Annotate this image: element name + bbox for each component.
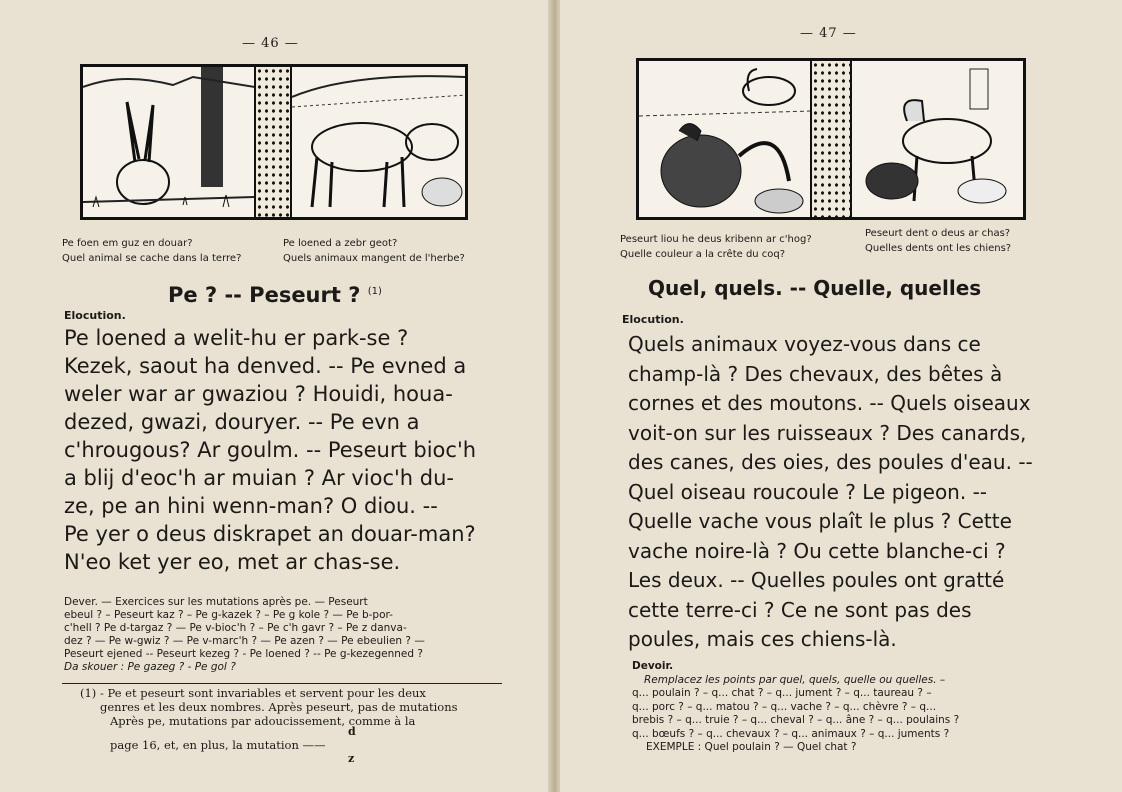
- caption-french: Quel animal se cache dans la terre?: [62, 253, 242, 264]
- caption-breton: Peseurt dent o deus ar chas?: [865, 228, 1011, 239]
- dotted-divider: [811, 60, 851, 218]
- text-line: poules, mais ces chiens-là.: [628, 627, 897, 651]
- exercise-line: q... bœufs ? – q... chevaux ? – q... animaux ? – q... juments ?: [632, 727, 950, 740]
- caption-right: [865, 226, 1011, 256]
- text-line: N'eo ket yer eo, met ar chas-se.: [64, 550, 401, 574]
- exercise-block: [64, 596, 425, 674]
- text-line: cette terre-ci ? Ce ne sont pas des: [628, 597, 972, 622]
- footnote-line: Après pe, mutations par adoucissement, comme à la: [110, 714, 416, 728]
- text-line: Pe yer o deus diskrapet an douar-man?: [64, 522, 476, 546]
- page-number: — 47 —: [800, 26, 857, 41]
- exercise-instruction: Remplacez les points par quel, quels, quelle ou quelles. –: [644, 673, 946, 686]
- text-line: des canes, des oies, des poules d'eau. --: [628, 450, 1033, 474]
- exercise-heading: Devoir.: [632, 660, 674, 672]
- caption-left: [620, 232, 812, 262]
- footnote-line: (1) - Pe et peseurt sont invariables et servent pour les deux: [80, 686, 426, 700]
- text-line: Kezek, saout ha denved. -- Pe evned a: [64, 354, 467, 378]
- caption-french: Quelles dents ont les chiens?: [865, 243, 1012, 254]
- exercise-line: c'hell ? Pe d-targaz ? — Pe v-bioc'h ? – Pe c'h gavr ? – Pe z danva-: [64, 622, 407, 634]
- text-line: a blij d'eoc'h ar muian ? Ar vioc'h du-: [64, 466, 454, 490]
- section-label: Elocution.: [64, 309, 126, 322]
- mutation-to: z: [348, 752, 355, 765]
- lesson-title: Quel, quels. -- Quelle, quelles: [648, 276, 982, 300]
- text-line: vache noire-là ? Ou cette blanche-ci ?: [628, 538, 1006, 563]
- dogs-illustration: [851, 60, 1024, 218]
- text-line: Pe loened a welit-hu er park-se ?: [64, 326, 409, 350]
- lesson-title-text: Pe ? -- Peseurt ?: [168, 283, 361, 307]
- page-left: [0, 0, 556, 792]
- text-line: cornes et des moutons. -- Quels oiseaux: [628, 391, 1031, 415]
- grazing-animals-illustration: [291, 66, 466, 218]
- page-number: — 46 —: [242, 36, 299, 51]
- caption-breton: Pe foen em guz en douar?: [62, 238, 193, 249]
- text-line: Les deux. -- Quelles poules ont gratté: [628, 568, 1005, 592]
- reading-text: [64, 324, 476, 576]
- lesson-title: [168, 283, 382, 307]
- text-line: ze, pe an hini wenn-man? O diou. --: [64, 494, 438, 518]
- text-line: dezed, gwazi, douryer. -- Pe evn a: [64, 410, 420, 434]
- rabbit-illustration: [82, 66, 255, 218]
- text-line: voit-on sur les ruisseaux ? Des canards,: [628, 420, 1027, 445]
- exercise-block: [632, 660, 959, 755]
- caption-french: Quels animaux mangent de l'herbe?: [283, 253, 465, 264]
- text-line: Quelle vache vous plaît le plus ? Cette: [628, 509, 1012, 533]
- rooster-illustration: [638, 60, 811, 218]
- caption-right: [283, 236, 465, 266]
- footnote-line: genres et les deux nombres. Après peseurt, pas de mutations: [100, 700, 458, 714]
- illustration-panel: [636, 58, 1026, 220]
- exercise-line: ebeul ? – Peseurt kaz ? – Pe g-kazek ? – Pe g kole ? — Pe b-por-: [64, 609, 393, 621]
- caption-breton: Peseurt liou he deus kribenn ar c'hog?: [620, 234, 812, 245]
- footnote-marker: (1): [367, 286, 382, 297]
- exercise-line: Dever. — Exercices sur les mutations après pe. — Peseurt: [64, 596, 368, 608]
- footnote: [80, 686, 458, 752]
- exercise-line: q... porc ? – q... matou ? – q... vache ? – q... chèvre ? – q...: [632, 700, 937, 713]
- caption-french: Quelle couleur a la crête du coq?: [620, 249, 786, 260]
- exercise-example: Da skouer : Pe gazeg ? - Pe gol ?: [64, 661, 236, 673]
- footnote-line: page 16, et, en plus, la mutation ——: [110, 738, 326, 752]
- exercise-line: Peseurt ejened -- Peseurt kezeg ? - Pe loened ? -- Pe g-kezegenned ?: [64, 648, 423, 660]
- section-label: Elocution.: [622, 313, 684, 326]
- footnote-divider: [62, 683, 502, 684]
- exercise-line: dez ? — Pe w-gwiz ? — Pe v-marc'h ? — Pe azen ? — Pe ebeulien ? —: [64, 635, 425, 647]
- text-line: Quel oiseau roucoule ? Le pigeon. --: [628, 479, 988, 504]
- text-line: c'hrougous? Ar goulm. -- Peseurt bioc'h: [64, 438, 477, 462]
- text-line: champ-là ? Des chevaux, des bêtes à: [628, 361, 1003, 386]
- illustration-panel: [80, 64, 468, 220]
- exercise-line: brebis ? – q... truie ? – q... cheval ? – q... âne ? – q... poulains ?: [632, 714, 960, 726]
- exercise-line: q... poulain ? – q... chat ? – q... jument ? – q... taureau ? –: [632, 687, 932, 699]
- caption-breton: Pe loened a zebr geot?: [283, 238, 398, 249]
- mutation-from: d: [348, 725, 356, 738]
- exercise-example: EXEMPLE : Quel poulain ? — Quel chat ?: [646, 741, 857, 753]
- dotted-divider: [255, 66, 291, 218]
- text-line: weler war ar gwaziou ? Houidi, houa-: [64, 382, 453, 406]
- reading-text: [628, 330, 1033, 655]
- page-right: [560, 0, 1122, 792]
- caption-left: [62, 236, 241, 266]
- text-line: Quels animaux voyez-vous dans ce: [628, 332, 981, 356]
